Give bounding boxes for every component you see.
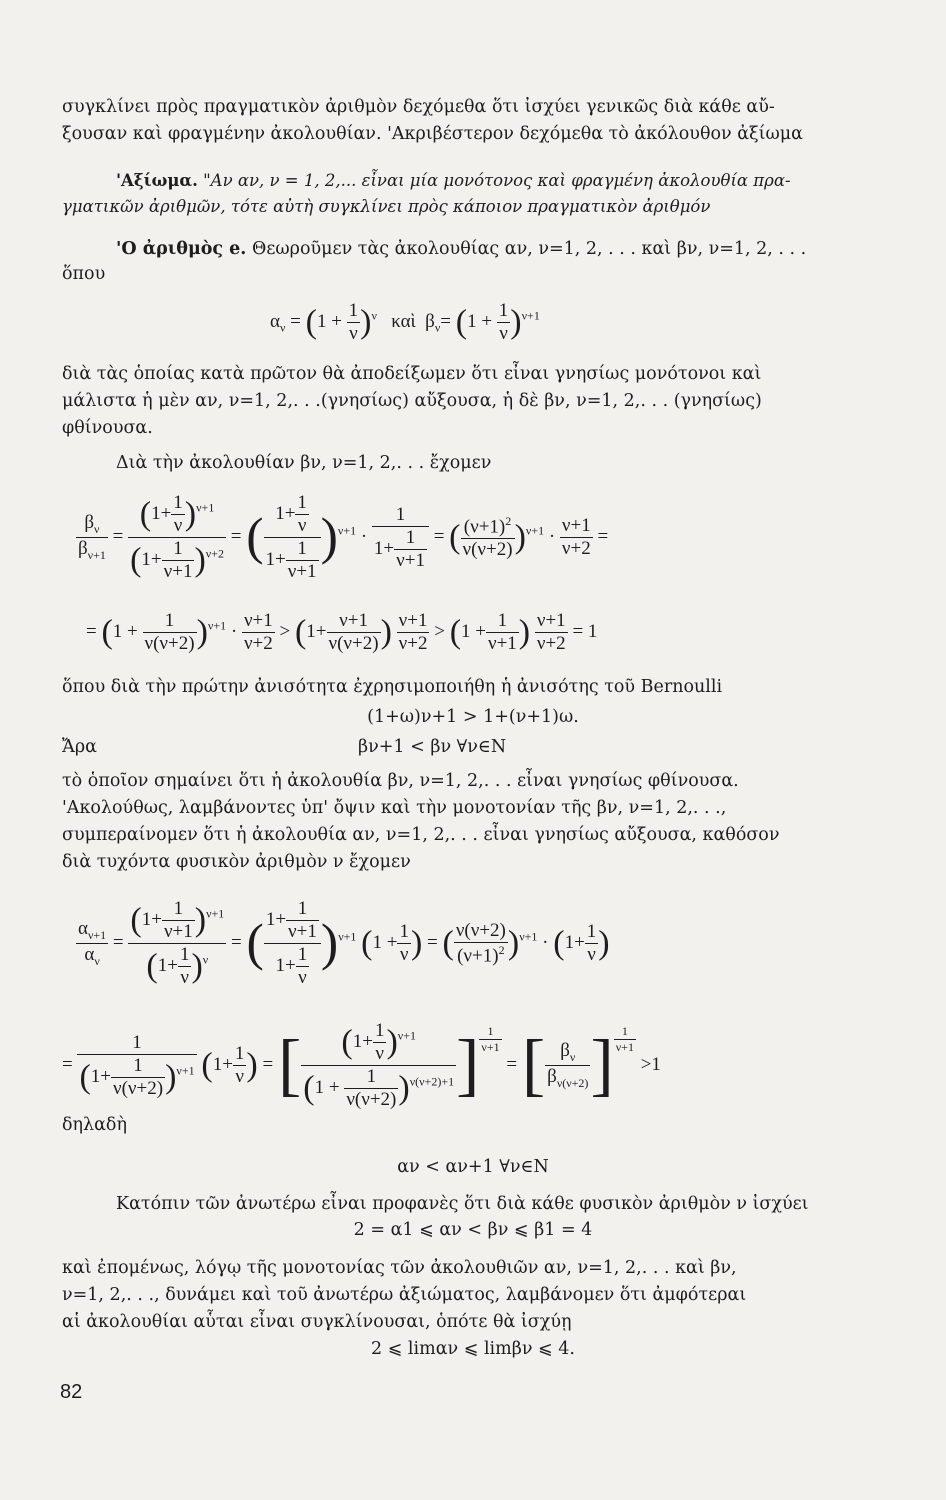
text-line: δηλαδὴ <box>62 1115 127 1135</box>
bernoulli-inequality: (1+ω)ν+1 > 1+(ν+1)ω. <box>367 707 579 727</box>
alpha-monotonic-relation: αν < αν+1 ∀ν∈N <box>397 1157 549 1177</box>
e-heading-line <box>116 238 946 260</box>
axiom-text: "Αν αν, ν = 1, 2,... εἶναι μία μονότονος καὶ φραγμένη ἀκολουθία πρα- <box>203 171 791 190</box>
axiom-heading: 'Αξίωμα. <box>116 171 198 190</box>
text-line: συμπεραίνομεν ὅτι ἡ ἀκολουθία αν, ν=1, 2,. . . εἶναι γνησίως αὔξουσα, καθόσον <box>62 825 780 845</box>
text-line: ν=1, 2,. . ., δυνάμει καὶ τοῦ ἀνωτέρω ἀξιώματος, λαμβάνομεν ὅτι ἀμφότεραι <box>62 1285 747 1305</box>
beta-ratio-continued: = (1 + $\frac{1}{\nu(\nu+2)}$ )$^{\nu+1}$ · $\frac{\nu+1}{\nu+2}$ > (1+ $\frac{\nu+1}{\nu(\nu+2)}$ ) $\frac{\nu+1}{\nu+2}$ > (1 + $\frac{1}{\nu+1}$ ) $\frac{\nu+1}{\nu+2}$ = 1 <box>86 610 598 654</box>
beta-ratio-equation: $\frac{\beta_\nu}{\beta_{\nu+1}}$ = (1+ $\frac{1}{\nu}$ )$^{\nu+1}$ (1+ $\frac{1}{\nu+1}$ )$^{\nu+2}$ = ( 1+ $\frac{1}{\nu}$ 1+ $\frac{1}{\nu+1}$ )$^{\nu+1}$ · 1 1+ $\frac{1}{\nu+1}$ = ( $\frac{(\nu+1)^2}{\nu(\nu+2)}$ )$^{\nu+1}$ · $\frac{\nu+1}{\nu+2}$ = <box>78 492 609 582</box>
ara-line <box>62 736 922 758</box>
text-line: ὅπου <box>62 264 106 284</box>
axiom-line-2: γματικῶν ἀριθμῶν, τότε αὐτὴ συγκλίνει πρὸς κάποιον πραγματικὸν ἀριθμόν <box>62 197 711 216</box>
bounds-inequality: 2 = α1 ⩽ αν < βν ⩽ β1 = 4 <box>353 1220 593 1240</box>
alpha-ratio-equation: $\frac{\alpha_{\nu+1}}{\alpha_\nu}$ = (1+ $\frac{1}{\nu+1}$ )$^{\nu+1}$ (1+ $\frac{1}{\nu}$ )$^\nu$ = ( 1+ $\frac{1}{\nu+1}$ 1+ $\frac{1}{\nu}$ )$^{\nu+1}$ (1 + $\frac{1}{\nu}$ ) = ( $\frac{\nu(\nu+2)}{(\nu+1)^2}$ )$^{\nu+1}$ · (1+ $\frac{1}{\nu}$ ) <box>78 898 610 988</box>
text-line: τὸ ὁποῖον σημαίνει ὅτι ἡ ἀκολουθία βν, ν=1, 2,. . . εἶναι γνησίως φθίνουσα. <box>62 771 739 791</box>
definition-equation: $\alpha_\nu = (1$ + $\frac{1}{\nu}$ )$^\nu$ καὶ $\beta_\nu= (1$ + $\frac{1}{\nu}$ )$^{\nu+1}$ <box>270 300 540 344</box>
text-line: Κατόπιν τῶν ἀνωτέρω εἶναι προφανὲς ὅτι διὰ κάθε φυσικὸν ἀριθμὸν ν ἰσχύει <box>116 1194 809 1214</box>
e-heading: 'Ο ἀριθμὸς e. <box>116 239 247 259</box>
ara-label: Ἄρα <box>62 737 97 757</box>
text-line: διὰ τυχόντα φυσικὸν ἀριθμὸν ν ἔχομεν <box>62 852 411 872</box>
beta-monotonic-relation: βν+1 < βν ∀ν∈N <box>358 737 507 757</box>
axiom-line-1 <box>116 170 946 192</box>
definition-kai: καὶ <box>391 310 416 332</box>
text-line: καὶ ἐπομένως, λόγῳ τῆς μονοτονίας τῶν ἀκολουθιῶν αν, ν=1, 2,. . . καὶ βν, <box>62 1258 737 1278</box>
limit-inequality: 2 ⩽ limαν ⩽ limβν ⩽ 4. <box>371 1339 575 1359</box>
e-text: Θεωροῦμεν τὰς ἀκολουθίας αν, ν=1, 2, . . . καὶ βν, ν=1, 2, . . . <box>251 239 807 259</box>
text-line: αἱ ἀκολουθίαι αὗται εἶναι συγκλίνουσαι, ὁπότε θὰ ἰσχύῃ <box>62 1312 572 1332</box>
text-line: 'Ακολούθως, λαμβάνοντες ὑπ' ὄψιν καὶ τὴν μονοτονίαν τῆς βν, ν=1, 2,. . ., <box>62 798 727 818</box>
alpha-ratio-continued: = 1 (1+ $\frac{1}{\nu(\nu+2)}$ )$^{\nu+1}$ (1+ $\frac{1}{\nu}$ ) = [ (1+ $\frac{1}{\nu}$ )$^{\nu+1}$ (1 + $\frac{1}{\nu(\nu+2)}$ )$^{\nu(\nu+2)+1}$ ] $^{\frac{1}{\nu+1}}$ = [ $\frac{\beta_\nu}{\beta_{\nu(\nu+2)}}$ ] $^{\frac{1}{\nu+1}}$ >1 <box>62 1020 661 1110</box>
page-number: 82 <box>60 1381 83 1403</box>
text-line: ξουσαν καὶ φραγμένην ἀκολουθίαν. 'Ακριβέστερον δεχόμεθα τὸ ἀκόλουθον ἀξίωμα <box>62 124 803 144</box>
text-line: διὰ τὰς ὁποίας κατὰ πρῶτον θὰ ἀποδείξωμεν ὅτι εἶναι γνησίως μονότονοι καὶ <box>62 364 762 384</box>
text-line: φθίνουσα. <box>62 418 153 438</box>
text-line: Διὰ τὴν ἀκολουθίαν βν, ν=1, 2,. . . ἔχομεν <box>116 453 492 473</box>
text-line: ὅπου διὰ τὴν πρώτην ἀνισότητα ἐχρησιμοποιήθη ἡ ἀνισότης τοῦ Bernoulli <box>62 677 723 697</box>
text-line: συγκλίνει πρὸς πραγματικὸν ἀριθμὸν δεχόμεθα ὅτι ἰσχύει γενικῶς διὰ κάθε αὔ- <box>62 97 775 117</box>
text-line: μάλιστα ἡ μὲν αν, ν=1, 2,. . .(γνησίως) αὔξουσα, ἡ δὲ βν, ν=1, 2,. . . (γνησίως) <box>62 391 762 411</box>
